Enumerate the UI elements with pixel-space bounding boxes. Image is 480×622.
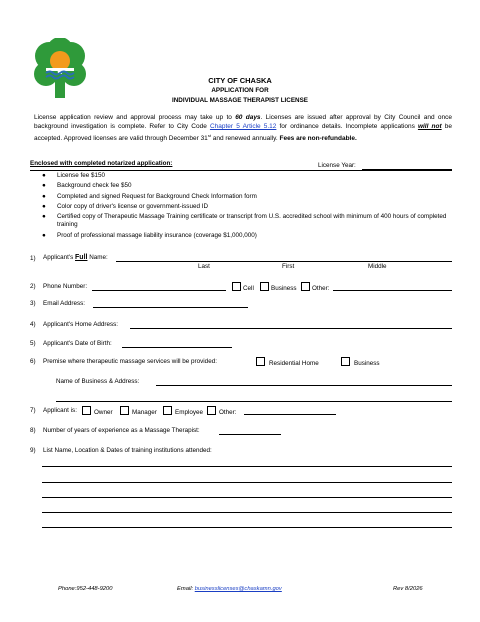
q8-number: 8) [30,427,36,434]
list-item: Certified copy of Therapeutic Massage Training certificate or transcript from U.S. accredited school with minimum of 400 hours of completed training [57,213,447,228]
enclosed-heading: Enclosed with completed notarized application: [30,160,173,167]
phone-label: Phone Number: [43,283,88,290]
applicant-is-label: Applicant is: [43,407,77,414]
email-label: Email Address: [43,300,85,307]
premise-business-checkbox[interactable] [341,357,350,366]
full-name-line[interactable] [116,261,452,262]
business-option[interactable]: Business [260,282,297,293]
residential-option[interactable]: Residential Home [256,357,319,368]
cell-checkbox[interactable] [232,282,241,291]
q2-number: 2) [30,283,36,290]
license-year-label: License Year: [318,162,356,169]
footer-revision: Rev 8/2026 [393,586,423,592]
section-divider [30,170,452,171]
city-title: CITY OF CHASKA [208,76,272,85]
training-line[interactable] [42,512,452,513]
list-item: Background check fee $50 [57,182,132,189]
dob-label: Applicant's Date of Birth: [43,340,112,347]
footer-email-link[interactable]: businesslicenses@chaskamn.gov [194,586,282,592]
residential-checkbox[interactable] [256,357,265,366]
business-checkbox[interactable] [260,282,269,291]
premise-label: Premise where therapeutic massage services will be provided: [43,358,217,365]
bullet-icon: ● [42,182,46,189]
training-line[interactable] [42,482,452,483]
training-label: List Name, Location & Dates of training institutions attended: [43,447,212,454]
middle-label: Middle [368,263,387,270]
last-label: Last [198,263,210,270]
premise-business-option[interactable]: Business [341,357,380,368]
business-address-line[interactable] [56,401,452,402]
cell-option[interactable]: Cell [232,282,254,293]
q3-number: 3) [30,300,36,307]
footer-email: Email: businesslicenses@chaskamn.gov [177,586,282,592]
q6-number: 6) [30,358,36,365]
other-checkbox[interactable] [301,282,310,291]
city-code-link[interactable]: Chapter 5 Article 5.12 [209,123,277,130]
dob-line[interactable] [122,347,232,348]
employee-checkbox[interactable] [163,406,172,415]
footer-phone: Phone:952-448-9200 [58,586,113,592]
email-line[interactable] [93,307,248,308]
owner-checkbox[interactable] [82,406,91,415]
application-for: APPLICATION FOR [211,87,269,94]
training-line[interactable] [42,497,452,498]
training-line[interactable] [42,466,452,467]
phone-line[interactable] [92,290,226,291]
business-name-line[interactable] [156,385,452,386]
owner-option[interactable]: Owner [82,406,113,417]
experience-label: Number of years of experience as a Massage Therapist: [43,427,200,434]
bullet-icon: ● [42,172,46,179]
intro-paragraph: License application review and approval process may take up to 60 days. Licenses are issued after approval by City Council and once background investigation is complete. Refer to City Code Chapter 5 Article 5.12 for ordinance details. Incomplete applications will not be accepted. Approved licenses are valid through December 31st and renewed annually. Fees are non-refundable. [34,114,452,143]
manager-option[interactable]: Manager [120,406,157,417]
q7-number: 7) [30,407,36,414]
list-item: Completed and signed Request for Background Check Information form [57,193,257,200]
first-label: First [282,263,295,270]
employee-option[interactable]: Employee [163,406,203,417]
q5-number: 5) [30,340,36,347]
q1-label: Applicant's Full Name: [43,254,108,261]
q9-number: 9) [30,447,36,454]
q4-number: 4) [30,321,36,328]
list-item: Color copy of driver's license or government-issued ID [57,203,208,210]
home-address-line[interactable] [130,328,452,329]
bullet-icon: ● [42,213,46,220]
list-item: License fee $150 [57,172,105,179]
home-address-label: Applicant's Home Address: [43,321,119,328]
applicant-other-checkbox[interactable] [207,406,216,415]
phone-other-line[interactable] [333,290,452,291]
experience-line[interactable] [219,434,281,435]
bullet-icon: ● [42,193,46,200]
applicant-other-option[interactable]: Other: [207,406,237,417]
license-type-title: INDIVIDUAL MASSAGE THERAPIST LICENSE [172,97,308,104]
applicant-other-line[interactable] [244,414,336,415]
other-option[interactable]: Other: [301,282,330,293]
list-item: Proof of professional massage liability insurance (coverage $1,000,000) [57,232,257,239]
manager-checkbox[interactable] [120,406,129,415]
training-line[interactable] [42,527,452,528]
bullet-icon: ● [42,232,46,239]
bullet-icon: ● [42,203,46,210]
business-name-label: Name of Business & Address: [56,378,140,385]
q1-number: 1) [30,255,36,262]
